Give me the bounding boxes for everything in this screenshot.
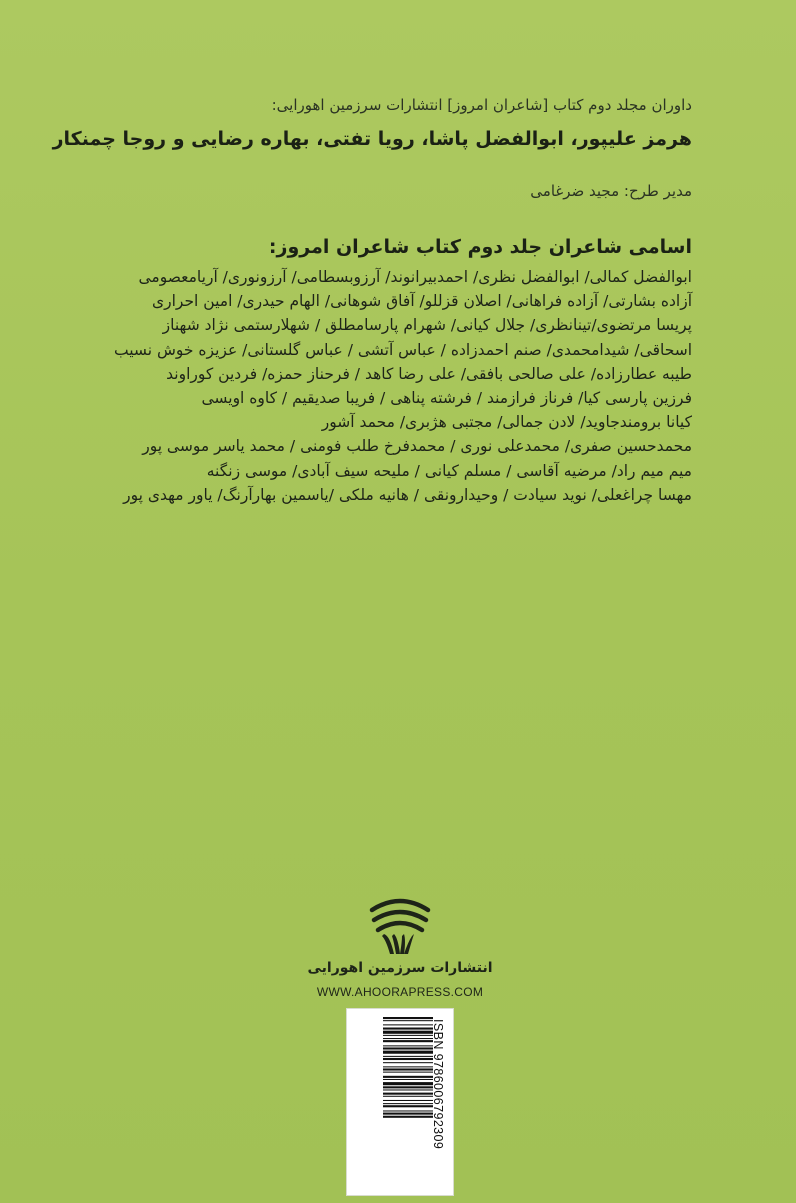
poet-line: پریسا مرتضوی/تینانظری/ جلال کیانی/ شهرام پارسامطلق / شهلارستمی نژاد شهناز	[162, 316, 692, 335]
poet-line: طیبه عطارزاده/ علی صالحی بافقی/ علی رضا کاهد / فرحناز حمزه/ فردین کوراوند	[166, 364, 692, 383]
isbn-barcode-box	[346, 1008, 454, 1196]
ahoora-press-logo-icon	[364, 896, 436, 956]
poet-line: فرزین پارسی کیا/ فرناز فرازمند / فرشته پناهی / فریبا صدیقیم / کاوه اویسی	[201, 388, 692, 407]
publisher-website: WWW.AHOORAPRESS.COM	[316, 985, 484, 999]
jury-names: هرمز علیپور، ابوالفضل پاشا، رویا تفتی، بهاره رضایی و روجا چمنکار	[52, 128, 692, 150]
poet-line: ابوالفضل کمالی/ ابوالفضل نظری/ احمدبیرانوند/ آرزوبسطامی/ آرزونوری/ آریامعصومی	[138, 268, 692, 286]
poet-line: مهسا چراغعلی/ نوید سیادت / وحیدارونقی / هانیه ملکی /یاسمین بهارآرنگ/ یاور مهدی پور	[123, 485, 692, 504]
barcode-icon	[383, 1017, 433, 1187]
poets-list	[114, 265, 692, 507]
poets-list-title: اسامی شاعران جلد دوم کتاب شاعران امروز:	[268, 236, 692, 258]
publisher-name: انتشارات سرزمین اهورایی	[307, 960, 493, 976]
designer-credit: مدیر طرح: مجید ضرغامی	[530, 182, 692, 200]
poet-line: میم میم راد/ مرضیه آقاسی / مسلم کیانی / ملیحه سیف آبادی/ موسی زنگنه	[206, 461, 692, 480]
poet-line: اسحاقی/ شیدامحمدی/ صنم احمدزاده / عباس آتشی / عباس گلستانی/ عزیزه خوش نسیب	[114, 340, 692, 359]
poet-line: آزاده بشارتی/ آزاده فراهانی/ اصلان قزللو/ آفاق شوهانی/ الهام حیدری/ امین احراری	[152, 292, 692, 311]
poet-line: کیانا برومندجاوید/ لادن جمالی/ مجتبی هژبری/ محمد آشور	[321, 413, 692, 432]
isbn-number: ISBN 9786006792309	[431, 1019, 445, 1150]
jury-intro-line: داوران مجلد دوم کتاب [شاعران امروز] انتشارات سرزمین اهورایی:	[271, 96, 692, 114]
poet-line: محمدحسین صفری/ محمدعلی نوری / محمدفرخ طلب فومنی / محمد یاسر موسی پور	[142, 437, 692, 456]
